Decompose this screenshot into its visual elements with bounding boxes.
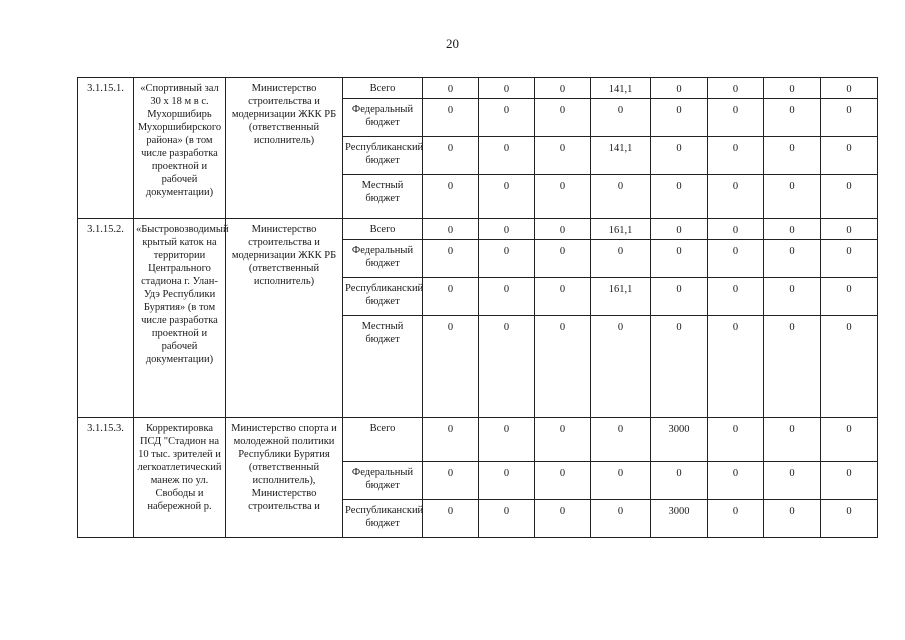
funding-source: Местный бюджет [343, 175, 423, 219]
funding-value: 0 [708, 278, 764, 316]
funding-value: 0 [535, 278, 591, 316]
funding-value: 0 [591, 462, 651, 500]
funding-value: 0 [479, 99, 535, 137]
funding-value: 3000 [651, 500, 708, 538]
funding-value: 0 [764, 219, 821, 240]
funding-value: 0 [423, 418, 479, 462]
funding-value: 0 [708, 175, 764, 219]
funding-value: 161,1 [591, 278, 651, 316]
funding-value: 0 [479, 500, 535, 538]
funding-value: 141,1 [591, 137, 651, 175]
table-row [78, 78, 878, 99]
activity-executor: Министерство спорта и молодежной политики Республики Бурятия (ответственный исполнитель), Министерство строительства и [226, 418, 343, 538]
funding-value: 0 [651, 219, 708, 240]
activity-name: Корректировка ПСД "Стадион на 10 тыс. зрителей и легкоатлетический манеж по ул. Свободы и набережной р. [134, 418, 226, 538]
funding-value: 0 [708, 78, 764, 99]
program-activities-table [77, 77, 878, 538]
funding-source: Республиканский бюджет [343, 278, 423, 316]
table-row [78, 219, 878, 240]
funding-value: 0 [651, 175, 708, 219]
funding-value: 0 [764, 278, 821, 316]
activity-name: «Быстровозводимый крытый каток на территории Центрального стадиона г. Улан-Удэ Республики Бурятия» (в том числе разработка проектной и рабочей документации) [134, 219, 226, 418]
funding-source: Республиканский бюджет [343, 137, 423, 175]
funding-value: 0 [708, 240, 764, 278]
funding-value: 0 [535, 500, 591, 538]
funding-value: 0 [591, 418, 651, 462]
funding-value: 0 [479, 278, 535, 316]
funding-value: 0 [821, 418, 878, 462]
funding-value: 0 [423, 175, 479, 219]
funding-value: 0 [821, 175, 878, 219]
funding-value: 0 [591, 500, 651, 538]
funding-source: Местный бюджет [343, 316, 423, 418]
funding-value: 0 [591, 99, 651, 137]
funding-value: 0 [651, 278, 708, 316]
funding-value: 0 [591, 316, 651, 418]
table-row [78, 418, 878, 462]
funding-value: 0 [708, 500, 764, 538]
activity-code: 3.1.15.1. [78, 78, 134, 219]
funding-value: 0 [764, 240, 821, 278]
funding-value: 0 [423, 219, 479, 240]
funding-value: 0 [821, 316, 878, 418]
funding-value: 0 [423, 316, 479, 418]
funding-value: 0 [479, 316, 535, 418]
funding-source: Федеральный бюджет [343, 99, 423, 137]
funding-value: 0 [479, 219, 535, 240]
funding-value: 0 [764, 99, 821, 137]
funding-value: 0 [651, 137, 708, 175]
funding-value: 0 [821, 137, 878, 175]
funding-value: 0 [423, 278, 479, 316]
funding-value: 0 [708, 462, 764, 500]
funding-value: 0 [423, 99, 479, 137]
funding-source: Всего [343, 219, 423, 240]
funding-value: 0 [708, 418, 764, 462]
funding-value: 0 [708, 219, 764, 240]
funding-source: Федеральный бюджет [343, 462, 423, 500]
funding-value: 0 [821, 99, 878, 137]
funding-value: 0 [535, 316, 591, 418]
funding-value: 3000 [651, 418, 708, 462]
funding-value: 0 [821, 78, 878, 99]
funding-value: 0 [479, 175, 535, 219]
funding-value: 0 [821, 240, 878, 278]
funding-source: Всего [343, 418, 423, 462]
funding-value: 0 [479, 240, 535, 278]
funding-value: 0 [764, 316, 821, 418]
activity-executor: Министерство строительства и модернизации ЖКК РБ (ответственный исполнитель) [226, 78, 343, 219]
funding-value: 0 [535, 78, 591, 99]
funding-value: 0 [708, 316, 764, 418]
activity-code: 3.1.15.3. [78, 418, 134, 538]
funding-value: 0 [535, 462, 591, 500]
funding-value: 0 [764, 137, 821, 175]
funding-value: 0 [821, 278, 878, 316]
funding-value: 0 [651, 240, 708, 278]
funding-value: 0 [535, 175, 591, 219]
funding-value: 0 [423, 78, 479, 99]
funding-source: Всего [343, 78, 423, 99]
page-number: 20 [446, 36, 459, 51]
activity-executor: Министерство строительства и модернизации ЖКК РБ (ответственный исполнитель) [226, 219, 343, 418]
funding-value: 0 [651, 99, 708, 137]
activity-code: 3.1.15.2. [78, 219, 134, 418]
funding-value: 0 [764, 462, 821, 500]
funding-value: 0 [423, 462, 479, 500]
funding-value: 141,1 [591, 78, 651, 99]
funding-value: 161,1 [591, 219, 651, 240]
funding-value: 0 [535, 219, 591, 240]
funding-value: 0 [535, 240, 591, 278]
funding-value: 0 [479, 418, 535, 462]
funding-source: Республиканский бюджет [343, 500, 423, 538]
funding-value: 0 [764, 418, 821, 462]
funding-value: 0 [708, 137, 764, 175]
funding-value: 0 [821, 462, 878, 500]
funding-value: 0 [479, 78, 535, 99]
funding-value: 0 [535, 99, 591, 137]
funding-value: 0 [651, 316, 708, 418]
funding-value: 0 [821, 219, 878, 240]
funding-value: 0 [708, 99, 764, 137]
funding-value: 0 [651, 78, 708, 99]
funding-value: 0 [423, 240, 479, 278]
funding-value: 0 [764, 175, 821, 219]
funding-value: 0 [535, 137, 591, 175]
funding-value: 0 [423, 500, 479, 538]
funding-value: 0 [821, 500, 878, 538]
funding-value: 0 [423, 137, 479, 175]
funding-value: 0 [651, 462, 708, 500]
funding-value: 0 [479, 462, 535, 500]
funding-value: 0 [764, 500, 821, 538]
activity-name: «Спортивный зал 30 х 18 м в с. Мухоршибирь Мухоршибирского района» (в том числе разработка проектной и рабочей документации) [134, 78, 226, 219]
funding-source: Федеральный бюджет [343, 240, 423, 278]
funding-value: 0 [479, 137, 535, 175]
funding-value: 0 [764, 78, 821, 99]
funding-value: 0 [591, 240, 651, 278]
funding-value: 0 [591, 175, 651, 219]
funding-value: 0 [535, 418, 591, 462]
